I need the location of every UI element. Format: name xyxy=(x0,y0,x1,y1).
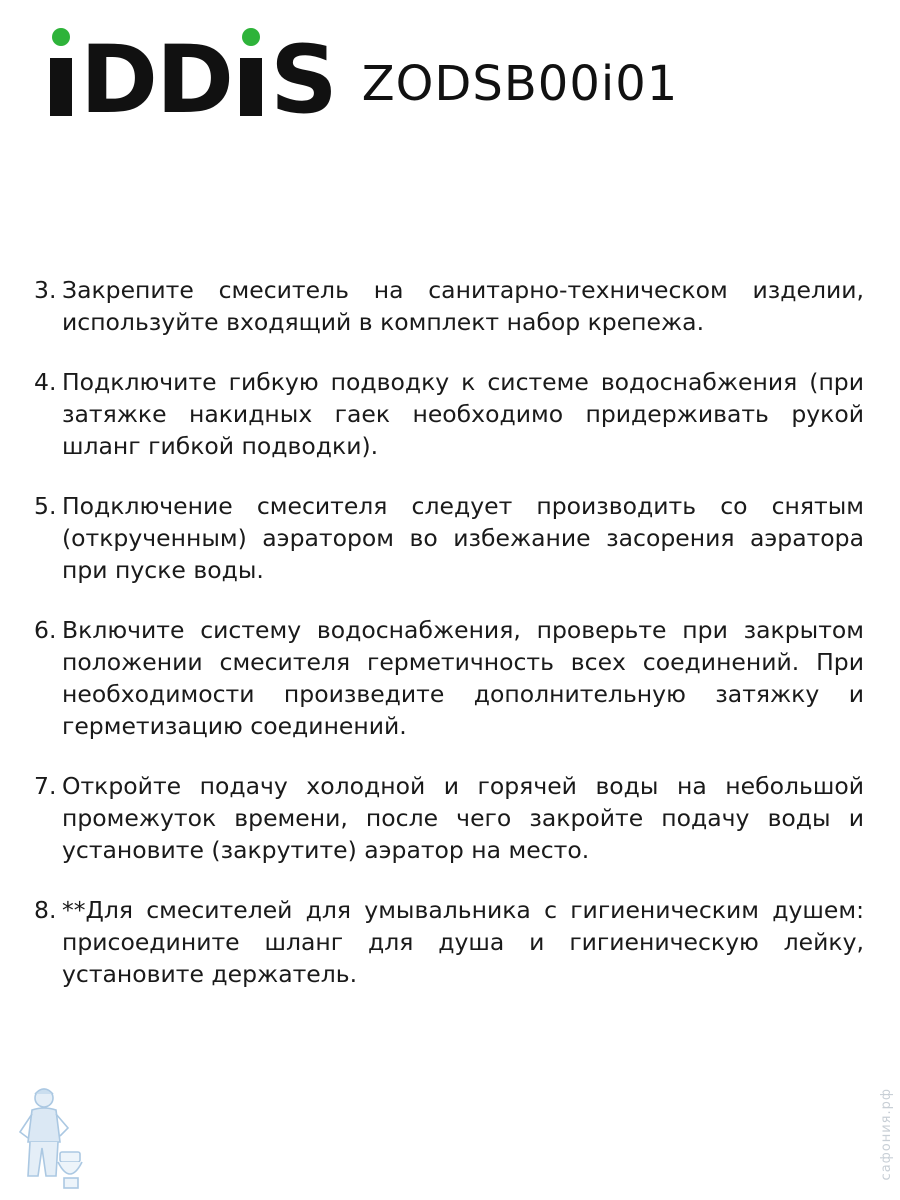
step-text: Откройте подачу холодной и горячей воды на небольшой промежуток времени, после чего закройте подачу воды и установите (закрутите) аэратор на место. xyxy=(62,772,864,864)
step-text: Подключите гибкую подводку к системе водоснабжения (при затяжке накидных гаек необходимо придерживать рукой шланг гибкой подводки). xyxy=(62,368,864,460)
step-text: Закрепите смеситель на санитарно-техническом изделии, используйте входящий в комплект набор крепежа. xyxy=(62,276,864,336)
step-text: Подключение смесителя следует производить со снятым (открученным) аэратором во избежание засорения аэратора при пуске воды. xyxy=(62,492,864,584)
header xyxy=(48,22,679,135)
plumber-mascot-icon xyxy=(8,1082,88,1194)
step-number: 3. xyxy=(34,276,57,304)
instruction-step xyxy=(34,490,864,586)
instruction-list xyxy=(34,274,864,1018)
instruction-step xyxy=(34,894,864,990)
brand-logo xyxy=(48,26,336,135)
logo-dot-icon xyxy=(52,28,70,46)
logo-letter-s: S xyxy=(270,26,336,135)
instruction-step xyxy=(34,366,864,462)
instruction-step xyxy=(34,274,864,338)
step-number: 7. xyxy=(34,772,57,800)
instruction-step xyxy=(34,614,864,742)
logo-dot-icon xyxy=(242,28,260,46)
model-number: ZODSB00i01 xyxy=(361,56,679,112)
step-number: 8. xyxy=(34,896,57,924)
step-number: 5. xyxy=(34,492,57,520)
step-text: **Для смесителей для умывальника с гигиеническим душем: присоедините шланг для душа и гигиеническую лейку, установите держатель. xyxy=(62,896,864,988)
site-watermark: сафония.рф xyxy=(879,1088,894,1181)
step-text: Включите систему водоснабжения, проверьте при закрытом положении смесителя герметичность всех соединений. При необходимости произведите дополнительную затяжку и герметизацию соединений. xyxy=(62,616,864,740)
step-number: 6. xyxy=(34,616,57,644)
step-number: 4. xyxy=(34,368,57,396)
instruction-step xyxy=(34,770,864,866)
logo-letter-i-second xyxy=(240,58,262,116)
logo-letters-dd: DD xyxy=(80,26,233,135)
logo-letter-i xyxy=(50,58,72,116)
